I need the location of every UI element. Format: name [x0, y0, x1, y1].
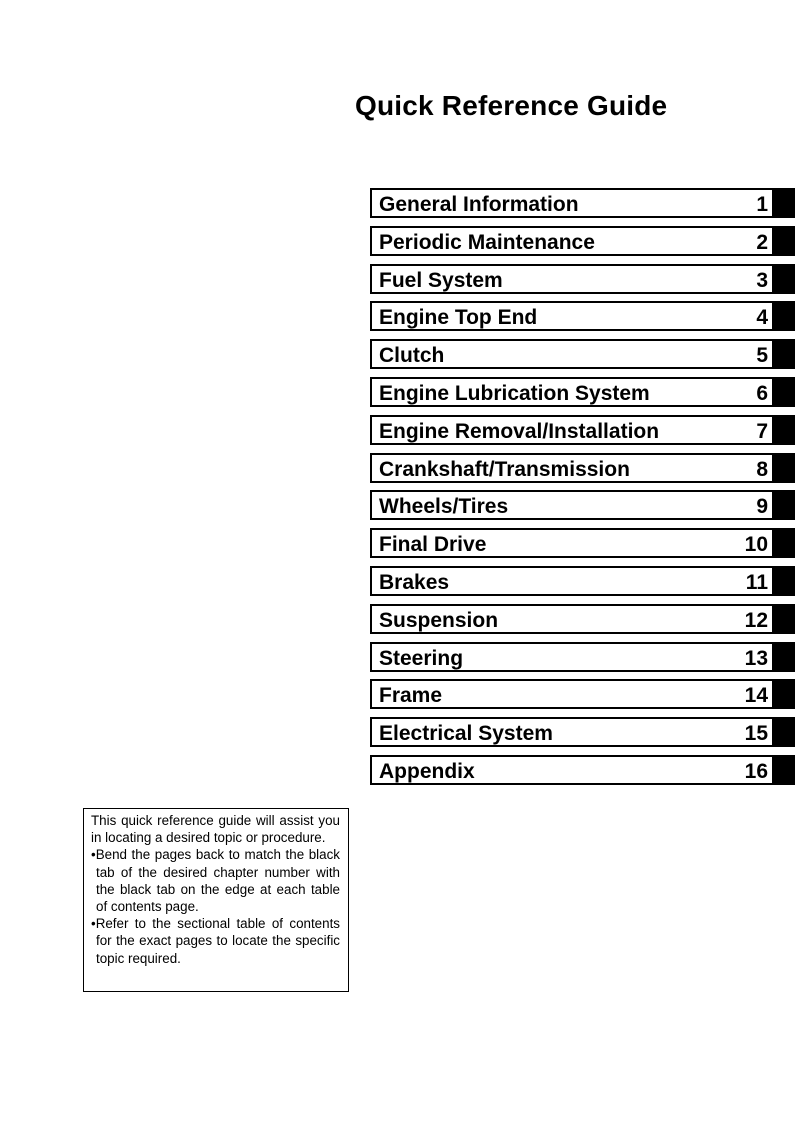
- chapter-number: 16: [744, 759, 768, 783]
- chapter-general-information[interactable]: [370, 188, 795, 218]
- chapter-number: 14: [744, 684, 768, 708]
- chapter-clutch[interactable]: [370, 339, 795, 369]
- chapter-tab[interactable]: [772, 188, 795, 218]
- chapter-box: [370, 528, 774, 558]
- chapter-wheels-tires[interactable]: [370, 490, 795, 520]
- chapter-number: 7: [756, 419, 768, 443]
- chapter-number: 3: [756, 268, 768, 292]
- chapter-title: Clutch: [379, 344, 445, 368]
- chapter-title: Engine Removal/Installation: [379, 419, 660, 443]
- chapter-title: Wheels/Tires: [379, 495, 509, 519]
- chapter-box: [370, 264, 774, 294]
- chapter-title: Final Drive: [379, 533, 487, 557]
- chapter-title: Periodic Maintenance: [379, 230, 595, 254]
- chapter-title: Brakes: [379, 570, 450, 594]
- chapter-number: 4: [756, 306, 768, 330]
- chapter-box: [370, 717, 774, 747]
- chapter-number: 1: [756, 193, 768, 216]
- chapter-brakes[interactable]: [370, 566, 795, 596]
- chapter-number: 6: [756, 381, 768, 405]
- chapter-tab[interactable]: [772, 755, 795, 785]
- chapter-title: Fuel System: [379, 268, 503, 292]
- chapter-box: [370, 226, 774, 256]
- chapter-electrical-system[interactable]: [370, 717, 795, 747]
- chapter-tab[interactable]: [772, 566, 795, 596]
- chapter-periodic-maintenance[interactable]: [370, 226, 795, 256]
- chapter-box: [370, 415, 774, 445]
- chapter-title: General Information: [379, 193, 579, 216]
- chapter-box: [370, 755, 774, 785]
- chapter-final-drive[interactable]: [370, 528, 795, 558]
- usage-note-box: [83, 808, 349, 992]
- chapter-appendix[interactable]: [370, 755, 795, 785]
- chapter-number: 12: [744, 608, 768, 632]
- chapter-box: [370, 188, 774, 218]
- chapter-box: [370, 377, 774, 407]
- chapter-title: Appendix: [379, 759, 475, 783]
- chapter-title: Steering: [379, 646, 464, 670]
- chapter-box: [370, 339, 774, 369]
- chapter-number: 11: [745, 570, 768, 594]
- chapter-list: [370, 188, 795, 793]
- chapter-engine-top-end[interactable]: [370, 301, 795, 331]
- chapter-title: Engine Lubrication System: [379, 381, 650, 405]
- chapter-tab[interactable]: [772, 264, 795, 294]
- chapter-title: Engine Top End: [379, 306, 538, 330]
- chapter-box: [370, 301, 774, 331]
- chapter-fuel-system[interactable]: [370, 264, 795, 294]
- chapter-engine-lubrication-system[interactable]: [370, 377, 795, 407]
- chapter-title: Electrical System: [379, 722, 553, 746]
- chapter-tab[interactable]: [772, 339, 795, 369]
- chapter-title: Frame: [379, 684, 443, 708]
- chapter-box: [370, 679, 774, 709]
- chapter-steering[interactable]: [370, 642, 795, 672]
- chapter-title: Crankshaft/Transmission: [379, 457, 630, 481]
- chapter-box: [370, 490, 774, 520]
- chapter-tab[interactable]: [772, 415, 795, 445]
- chapter-tab[interactable]: [772, 377, 795, 407]
- chapter-number: 10: [744, 533, 768, 557]
- chapter-box: [370, 642, 774, 672]
- chapter-number: 9: [756, 495, 768, 519]
- chapter-box: [370, 453, 774, 483]
- chapter-box: [370, 566, 774, 596]
- chapter-number: 5: [756, 344, 768, 368]
- chapter-tab[interactable]: [772, 528, 795, 558]
- chapter-tab[interactable]: [772, 226, 795, 256]
- note-intro: This quick reference guide will assist you in locating a desired topic or procedure.: [91, 813, 340, 846]
- chapter-box: [370, 604, 774, 634]
- chapter-tab[interactable]: [772, 453, 795, 483]
- chapter-crankshaft-transmission[interactable]: [370, 453, 795, 483]
- chapter-engine-removal-installation[interactable]: [370, 415, 795, 445]
- chapter-tab[interactable]: [772, 642, 795, 672]
- chapter-number: 8: [756, 457, 768, 481]
- chapter-tab[interactable]: [772, 679, 795, 709]
- chapter-tab[interactable]: [772, 490, 795, 520]
- page-title: Quick Reference Guide: [355, 90, 668, 121]
- chapter-tab[interactable]: [772, 717, 795, 747]
- chapter-number: 15: [744, 722, 768, 746]
- chapter-title: Suspension: [379, 608, 499, 632]
- chapter-suspension[interactable]: [370, 604, 795, 634]
- chapter-tab[interactable]: [772, 604, 795, 634]
- chapter-tab[interactable]: [772, 301, 795, 331]
- chapter-frame[interactable]: [370, 679, 795, 709]
- chapter-number: 2: [756, 230, 768, 254]
- note-bullet: •Bend the pages back to match the black tab of the desired chapter number with the black tab on the edge at each table of contents page.: [91, 847, 340, 915]
- note-bullet: •Refer to the sectional table of contents for the exact pages to locate the specific topic required.: [91, 916, 340, 966]
- chapter-number: 13: [744, 646, 768, 670]
